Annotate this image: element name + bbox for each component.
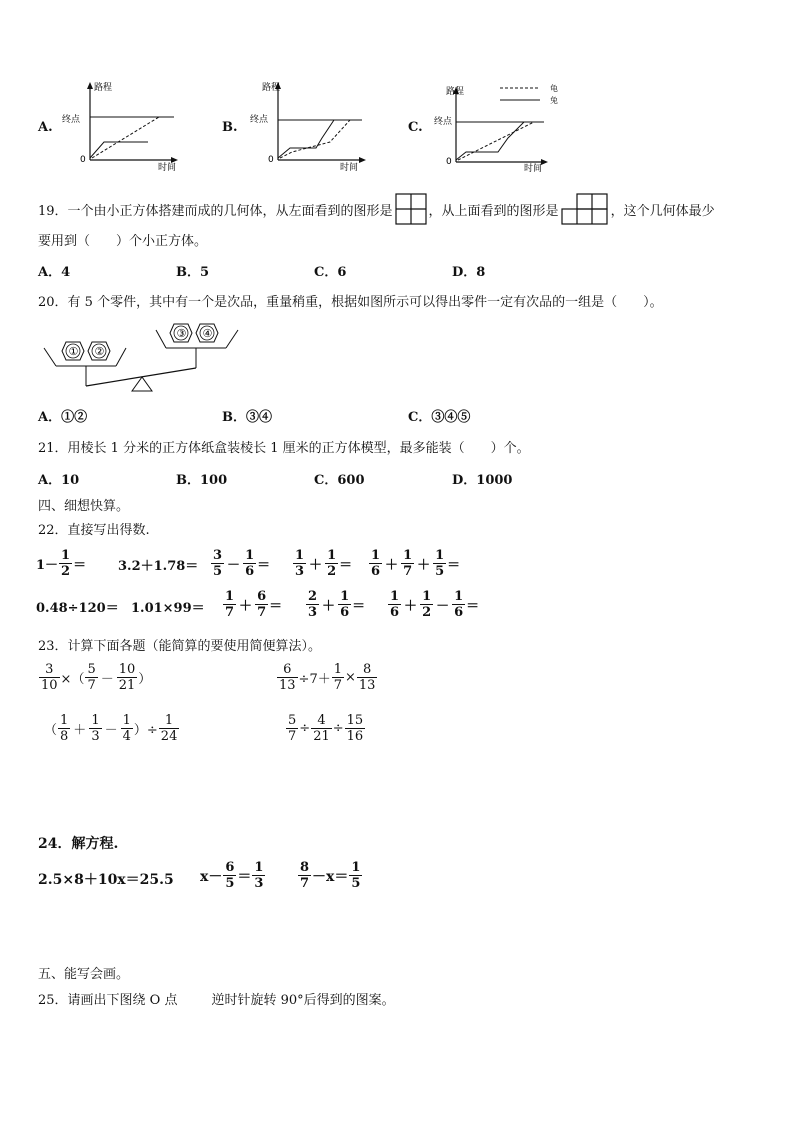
q19-left-view-figure (395, 193, 427, 225)
q24-title: 24．解方程. (38, 836, 119, 852)
q21-option-b: B．100 (176, 473, 228, 488)
part-4: ④ (202, 327, 213, 340)
q20-option-c: C．③④⑤ (408, 410, 471, 425)
q22-r2-e2: 1.01×99＝ (131, 601, 205, 616)
q21-option-d: D．1000 (452, 473, 513, 488)
q22-r1-e5: $\frac{1}{6}$ ＋ $\frac{1}{7}$ ＋ $\frac{1}{5}$ ＝ (371, 548, 461, 579)
q19-text-a: 19．一个由小正方体搭建而成的几何体，从左面看到的图形是 (38, 203, 393, 219)
q25-question: 25．请画出下图绕 O 点 逆时针旋转 90°后得到的图案。 (38, 993, 395, 1008)
end-label: 终点 (62, 115, 81, 125)
q24-equation-1: 2.5×8＋10x＝25.5 (38, 872, 174, 888)
q20-balance-scale (44, 318, 240, 394)
origin-label: 0 (268, 155, 274, 165)
x-axis-label: 时间 (340, 163, 359, 173)
q20-option-a: A．①② (38, 410, 88, 425)
part-1: ① (68, 345, 79, 358)
q23-title: 23．计算下面各题（能简算的要使用简便算法）。 (38, 639, 322, 654)
q20-option-b: B．③④ (222, 410, 273, 425)
section-5-heading: 五、能写会画。 (38, 967, 130, 982)
q22-r1-e3: $\frac{3}{5}$ － $\frac{1}{6}$ ＝ (213, 548, 271, 579)
origin-label: 0 (446, 157, 452, 167)
origin-label: 0 (80, 155, 86, 165)
end-label: 终点 (434, 117, 453, 127)
part-2: ② (94, 345, 105, 358)
y-axis-label: 路程 (446, 87, 465, 97)
q21-option-a: A．10 (38, 473, 80, 488)
y-axis-label: 路程 (94, 83, 113, 93)
q22-title: 22．直接写出得数. (38, 523, 150, 538)
q19-option-c: C．6 (314, 265, 347, 280)
x-axis-label: 时间 (158, 163, 177, 173)
legend-label-2: 兔 (550, 96, 558, 105)
q18-graph-c (434, 80, 570, 174)
end-label: 终点 (250, 115, 269, 125)
q22-r2-e4: $\frac{2}{3}$ ＋ $\frac{1}{6}$ ＝ (308, 589, 366, 620)
q22-r2-e5: $\frac{1}{6}$ ＋ $\frac{1}{2}$ － $\frac{1}{6}$ ＝ (390, 589, 480, 620)
q23-problem-4: $\frac{5}{7}$ ÷ $\frac{4}{21}$ ÷ $\frac{15}{16}$ (288, 713, 364, 744)
q23-problem-1: $\frac{3}{10}$ ×（ $\frac{5}{7}$ － $\frac{10}{21}$ ） (41, 662, 152, 693)
q22-r1-e1: 1－ $\frac{1}{2}$ ＝ (36, 548, 87, 579)
section-4-heading: 四、细想快算。 (38, 499, 130, 514)
q24-equation-2: x－ $\frac{6}{5}$ ＝ $\frac{1}{3}$ (200, 860, 264, 891)
q18-graph-b (250, 80, 372, 173)
part-3: ③ (176, 327, 187, 340)
q18-option-b-label: B. (222, 120, 238, 135)
q18-option-a-label: A. (38, 120, 53, 135)
q18-graph-a (62, 80, 184, 173)
q21-option-c: C．600 (314, 473, 365, 488)
q19-text-d: 要用到（ ）个小正方体。 (38, 234, 208, 249)
q22-r2-e3: $\frac{1}{7}$ ＋ $\frac{6}{7}$ ＝ (225, 589, 283, 620)
q19-option-d: D．8 (452, 265, 486, 280)
y-axis-label: 路程 (262, 83, 281, 93)
q19-top-view-figure (561, 193, 609, 225)
q22-r1-e4: $\frac{1}{3}$ ＋ $\frac{1}{2}$ ＝ (295, 548, 353, 579)
q23-problem-2: $\frac{6}{13}$ ÷7＋ $\frac{1}{7}$ × $\frac{8}{13}$ (279, 662, 376, 693)
q23-problem-3: （ $\frac{1}{8}$ ＋ $\frac{1}{3}$ － $\frac{1}{4}$ ）÷ $\frac{1}{24}$ (44, 713, 178, 744)
q22-r2-e1: 0.48÷120＝ (36, 601, 119, 616)
q24-equation-3: $\frac{8}{7}$ －x＝ $\frac{1}{5}$ (300, 860, 361, 891)
q21-question: 21．用棱长 1 分米的正方体纸盒装棱长 1 厘米的正方体模型，最多能装（ ）个。 (38, 441, 530, 456)
legend-label-1: 龟 (550, 84, 558, 93)
q19-option-a: A．4 (38, 265, 71, 280)
q19-question (38, 193, 715, 225)
x-axis-label: 时间 (524, 164, 543, 174)
q19-option-b: B．5 (176, 265, 210, 280)
q19-text-b: ，从上面看到的图形是 (428, 203, 559, 219)
q18-option-c-label: C. (408, 120, 423, 135)
q20-question: 20．有 5 个零件，其中有一个是次品，重量稍重，根据如图所示可以得出零件一定有次品的一组是（ ）。 (38, 295, 663, 310)
q19-text-c: ，这个几何体最少 (610, 203, 715, 219)
q22-r1-e2: 3.2＋1.78＝ (118, 559, 199, 574)
